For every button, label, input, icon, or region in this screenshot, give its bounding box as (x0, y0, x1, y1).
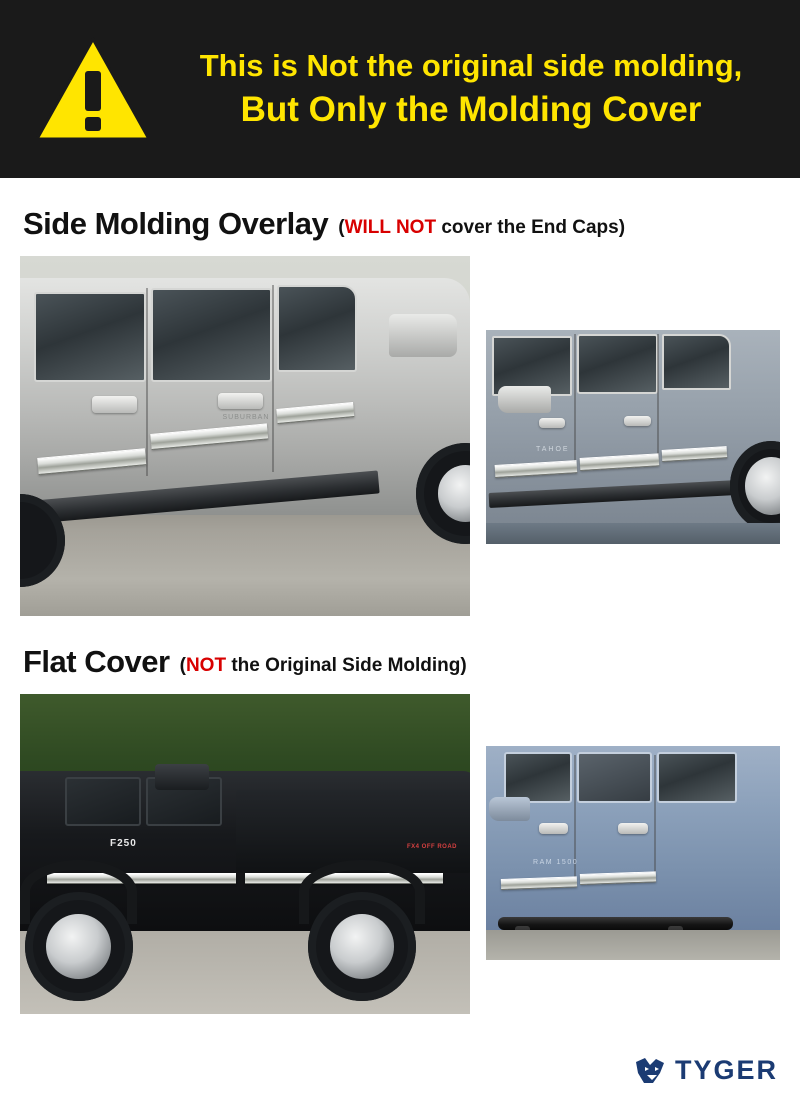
rear-rim (330, 914, 395, 979)
banner-line-1: This is Not the original side molding, (199, 48, 743, 84)
note-prefix: ( (179, 655, 186, 676)
content-area (0, 206, 800, 1014)
warning-triangle-icon (34, 35, 152, 143)
rear-wheel (308, 892, 416, 1001)
front-rim (745, 457, 780, 515)
black-f250-photo (20, 694, 470, 1014)
front-cab-window (65, 777, 141, 826)
section-header-flat-cover (23, 644, 780, 680)
section-header-side-molding-overlay (23, 206, 780, 242)
side-mirror (155, 764, 209, 790)
front-window (577, 334, 657, 394)
side-mirror (389, 314, 457, 357)
front-door-handle (624, 416, 650, 427)
note-emphasis: WILL NOT (344, 217, 437, 238)
grey-tahoe-closeup-photo (486, 330, 780, 544)
flat-cover-strip-front (501, 876, 578, 889)
note-prefix: ( (338, 217, 345, 238)
photo-row-overlay (20, 256, 780, 616)
door-seam (574, 334, 576, 467)
vehicle-badge: F250 (110, 838, 137, 849)
section-note-flat-cover (180, 655, 467, 677)
section-title-flat-cover: Flat Cover (23, 644, 170, 679)
note-emphasis: NOT (185, 655, 227, 676)
windshield (277, 285, 358, 372)
bed-panel (657, 752, 737, 803)
door-seam (654, 755, 656, 875)
rear-window (577, 752, 652, 803)
front-wheel (25, 892, 133, 1001)
side-mirror (498, 386, 551, 414)
photo-ground (486, 523, 780, 544)
warning-banner (0, 0, 800, 178)
front-rim (46, 914, 111, 979)
blue-ram-1500-photo (486, 746, 780, 960)
door-seam (657, 334, 659, 462)
nerf-bar (498, 917, 733, 930)
brand-footer (633, 1055, 778, 1086)
vehicle-badge: RAM 1500 (533, 859, 579, 867)
section-title-overlay: Side Molding Overlay (23, 206, 329, 241)
banner-line-2: But Only the Molding Cover (240, 89, 702, 129)
side-mirror (489, 797, 530, 821)
vehicle-badge: TAHOE (535, 445, 570, 453)
photo-ground (486, 930, 780, 960)
brand-name: TYGER (674, 1055, 778, 1085)
note-suffix: the Original Side Molding) (226, 655, 467, 676)
vehicle-badge: SUBURBAN (222, 414, 270, 422)
front-door-handle (539, 823, 568, 834)
front-rim (438, 465, 470, 521)
windshield (662, 334, 731, 389)
front-door-window (151, 288, 272, 382)
rear-door-handle (618, 823, 647, 834)
note-suffix: cover the End Caps) (436, 217, 626, 238)
section-note-overlay (338, 217, 625, 239)
rear-door-window (34, 292, 146, 382)
door-seam (272, 285, 274, 472)
tyger-head-logo-icon (633, 1056, 667, 1086)
rear-door-handle (539, 418, 565, 429)
vehicle-badge-secondary: FX4 OFF ROAD (407, 844, 458, 851)
door-seam (146, 288, 148, 475)
silver-suburban-side-photo (20, 256, 470, 616)
rear-door-handle (92, 396, 137, 412)
front-door-handle (218, 393, 263, 409)
front-window (504, 752, 573, 803)
photo-row-flat-cover (20, 694, 780, 1014)
